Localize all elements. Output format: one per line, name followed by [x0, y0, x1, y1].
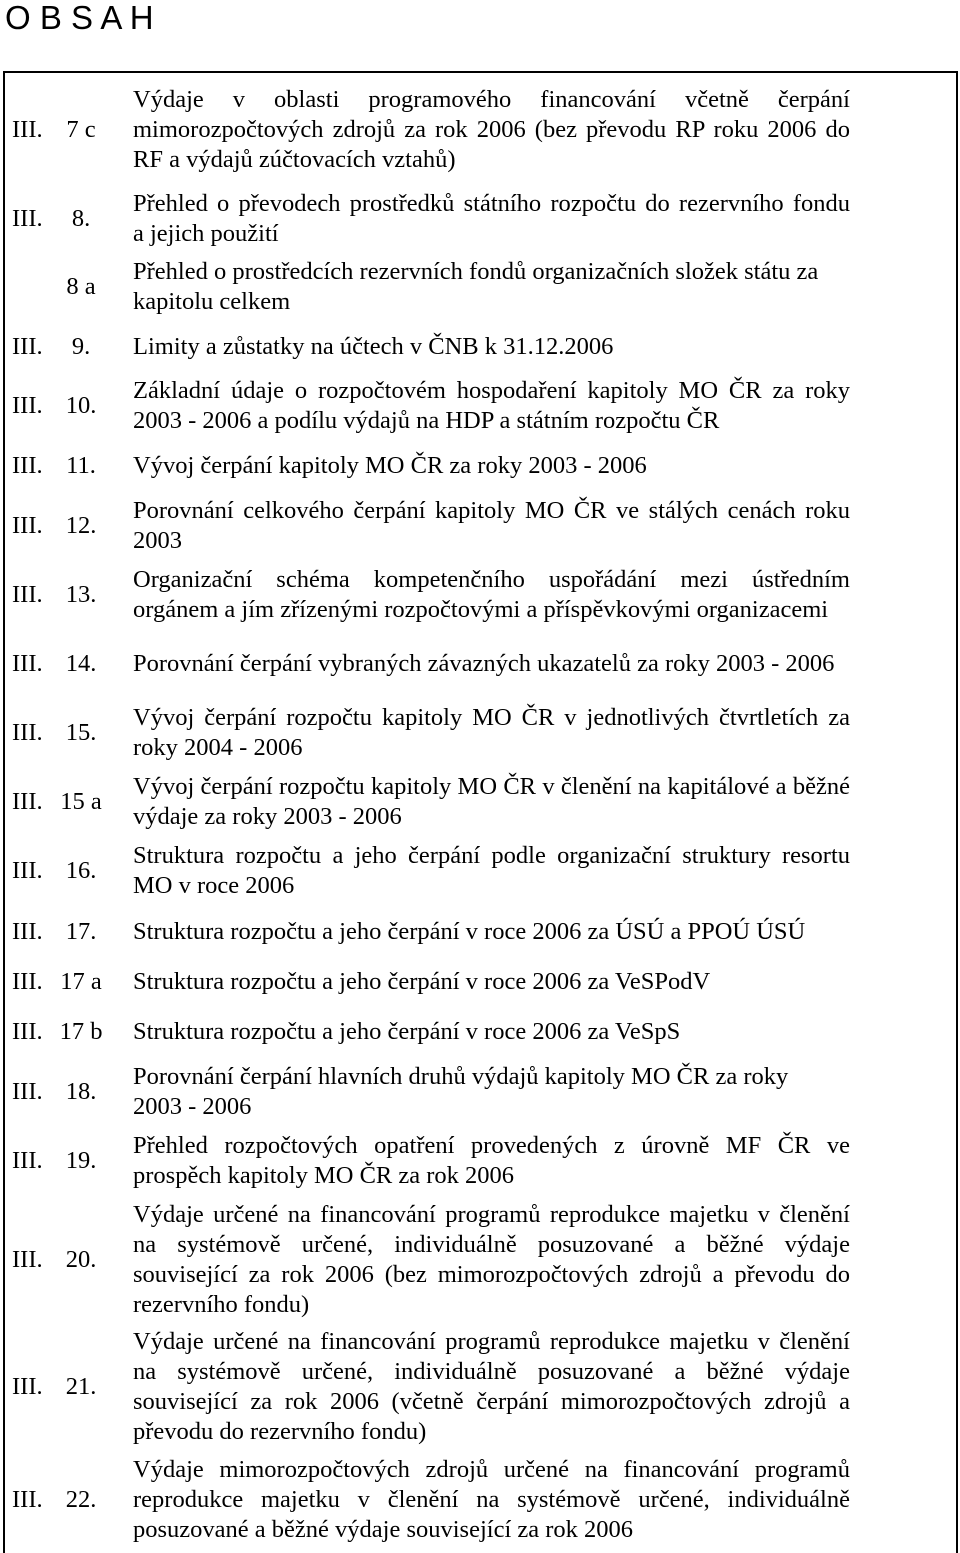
toc-entry-title-line: rezervního fondu): [133, 1291, 310, 1318]
toc-entry-number: 7 c: [66, 116, 96, 143]
toc-entry: [0, 451, 960, 481]
toc-entry-title-line: Struktura rozpočtu a jeho čerpání v roce 2006 za VeSPodV: [133, 968, 711, 995]
toc-entry-title-line: Vývoj čerpání rozpočtu kapitoly MO ČR v členění na kapitálové a běžné: [133, 773, 850, 800]
toc-entry: [0, 967, 960, 997]
toc-entry-number: 8 a: [66, 273, 96, 300]
toc-entry-number: 21.: [65, 1373, 97, 1400]
toc-section-prefix: III.: [12, 116, 43, 143]
toc-section-prefix: III.: [12, 1147, 43, 1174]
toc-entry-title-line: Výdaje určené na financování programů reprodukce majetku v členění: [133, 1201, 850, 1228]
toc-entry-title-line: Limity a zůstatky na účtech v ČNB k 31.12.2006: [133, 333, 614, 360]
toc-entry-title-line: roky 2004 - 2006: [133, 734, 303, 761]
toc-entry: [0, 703, 960, 763]
toc-entry: [0, 1200, 960, 1320]
toc-entry-title-line: Porovnání čerpání hlavních druhů výdajů kapitoly MO ČR za roky: [133, 1063, 789, 1090]
toc-section-prefix: III.: [12, 1018, 43, 1045]
toc-entry-title-line: související za rok 2006 (bez mimorozpočtových zdrojů a převodu do: [133, 1261, 850, 1288]
toc-entry-title-line: posuzované a běžné výdaje související za rok 2006: [133, 1516, 634, 1543]
toc-entry-number: 11.: [66, 452, 96, 479]
toc-entry-number: 22.: [65, 1486, 97, 1513]
toc-entry-number: 19.: [65, 1147, 97, 1174]
page-title: O B S A H: [5, 0, 154, 36]
toc-section-prefix: III.: [12, 452, 43, 479]
toc-section-prefix: III.: [12, 918, 43, 945]
toc-entry-title-line: Přehled o prostředcích rezervních fondů organizačních složek státu za: [133, 258, 819, 285]
toc-entry-title-line: Struktura rozpočtu a jeho čerpání v roce 2006 za VeSpS: [133, 1018, 681, 1045]
toc-entry-title-line: Porovnání celkového čerpání kapitoly MO ČR ve stálých cenách roku: [133, 497, 850, 524]
toc-entry-title-line: MO v roce 2006: [133, 872, 295, 899]
toc-entry: [0, 496, 960, 556]
toc-entry-title-line: a jejich použití: [133, 220, 279, 247]
toc-entry: [0, 1131, 960, 1191]
toc-entry-title-line: Základní údaje o rozpočtovém hospodaření kapitoly MO ČR za roky: [133, 377, 850, 404]
toc-section-prefix: III.: [12, 333, 43, 360]
toc-entry-number: 13.: [65, 581, 97, 608]
toc-section-prefix: III.: [12, 1486, 43, 1513]
toc-section-prefix: III.: [12, 719, 43, 746]
toc-entry: [0, 565, 960, 625]
toc-entry-title-line: Struktura rozpočtu a jeho čerpání podle organizační struktury resortu: [133, 842, 850, 869]
toc-entry-number: 14.: [65, 650, 97, 677]
toc-section-prefix: III.: [12, 1246, 43, 1273]
toc-entry-title-line: Výdaje mimorozpočtových zdrojů určené na financování programů: [133, 1456, 850, 1483]
toc-entry-title-line: Přehled rozpočtových opatření provedených z úrovně MF ČR ve: [133, 1132, 850, 1159]
toc-entry-title-line: Vývoj čerpání rozpočtu kapitoly MO ČR v jednotlivých čtvrtletích za: [133, 704, 850, 731]
toc-section-prefix: III.: [12, 788, 43, 815]
toc-entry-number: 9.: [71, 333, 91, 360]
toc-section-prefix: III.: [12, 205, 43, 232]
toc-entry-title-line: Porovnání čerpání vybraných závazných ukazatelů za roky 2003 - 2006: [133, 650, 835, 677]
toc-entry-title-line: na systémově určené, individuálně posuzované a běžné výdaje: [133, 1231, 850, 1258]
toc-section-prefix: III.: [12, 857, 43, 884]
toc-entry: [0, 85, 960, 175]
toc-entry: [0, 1327, 960, 1447]
toc-entry-title-line: převodu do rezervního fondu): [133, 1418, 427, 1445]
toc-entry-title-line: Přehled o převodech prostředků státního rozpočtu do rezervního fondu: [133, 190, 850, 217]
toc-entry-number: 15 a: [60, 788, 102, 815]
toc-entry: [0, 772, 960, 832]
toc-entry: [0, 1062, 960, 1122]
toc-entry-title-line: orgánem a jím zřízenými rozpočtovými a příspěvkovými organizacemi: [133, 596, 829, 623]
toc-entry: [0, 1455, 960, 1545]
toc-entry-title-line: související za rok 2006 (včetně čerpání mimorozpočtových zdrojů a: [133, 1388, 850, 1415]
toc-section-prefix: III.: [12, 1373, 43, 1400]
toc-entry-number: 18.: [65, 1078, 97, 1105]
toc-section-prefix: III.: [12, 1078, 43, 1105]
toc-section-prefix: III.: [12, 968, 43, 995]
toc-entry-title-line: reprodukce majetku v členění na systémově určené, individuálně: [133, 1486, 850, 1513]
toc-entry-title-line: 2003: [133, 527, 182, 554]
toc-entry-title-line: Organizační schéma kompetenčního uspořádání mezi ústředním: [133, 566, 850, 593]
toc-entry-title-line: výdaje za roky 2003 - 2006: [133, 803, 402, 830]
toc-entry-number: 20.: [65, 1246, 97, 1273]
toc-entry-number: 12.: [65, 512, 97, 539]
toc-entry-number: 17 a: [60, 968, 102, 995]
toc-entry: [0, 332, 960, 362]
toc-entry-title-line: prospěch kapitoly MO ČR za rok 2006: [133, 1162, 515, 1189]
toc-entry-number: 10.: [65, 392, 97, 419]
toc-entry-title-line: RF a výdajů zúčtovacích vztahů): [133, 146, 456, 173]
toc-section-prefix: III.: [12, 512, 43, 539]
toc-entry: [0, 649, 960, 679]
toc-entry-number: 8.: [71, 205, 91, 232]
toc-entry: [0, 841, 960, 901]
toc-entry-title-line: Struktura rozpočtu a jeho čerpání v roce 2006 za ÚSÚ a PPOÚ ÚSÚ: [133, 918, 806, 945]
toc-section-prefix: III.: [12, 392, 43, 419]
toc-section-prefix: III.: [12, 650, 43, 677]
toc-entry: [0, 376, 960, 436]
toc-section-prefix: III.: [12, 581, 43, 608]
toc-entry-number: 16.: [65, 857, 97, 884]
toc-entry-title-line: Výdaje v oblasti programového financování včetně čerpání: [133, 86, 850, 113]
toc-entry-number: 17.: [65, 918, 97, 945]
toc-entry-title-line: 2003 - 2006: [133, 1093, 252, 1120]
toc-entry-title-line: na systémově určené, individuálně posuzované a běžné výdaje: [133, 1358, 850, 1385]
toc-entry-number: 17 b: [59, 1018, 103, 1045]
toc-entry: [0, 189, 960, 249]
toc-entry: [0, 257, 960, 317]
toc-entry: [0, 917, 960, 947]
toc-entry-title-line: 2003 - 2006 a podílu výdajů na HDP a státním rozpočtu ČR: [133, 407, 720, 434]
toc-entry-title-line: kapitolu celkem: [133, 288, 291, 315]
toc-entry-title-line: Vývoj čerpání kapitoly MO ČR za roky 2003 - 2006: [133, 452, 647, 479]
toc-entry: [0, 1017, 960, 1047]
toc-entry-title-line: mimorozpočtových zdrojů za rok 2006 (bez převodu RP roku 2006 do: [133, 116, 850, 143]
toc-entry-number: 15.: [65, 719, 97, 746]
toc-entry-title-line: Výdaje určené na financování programů reprodukce majetku v členění: [133, 1328, 850, 1355]
